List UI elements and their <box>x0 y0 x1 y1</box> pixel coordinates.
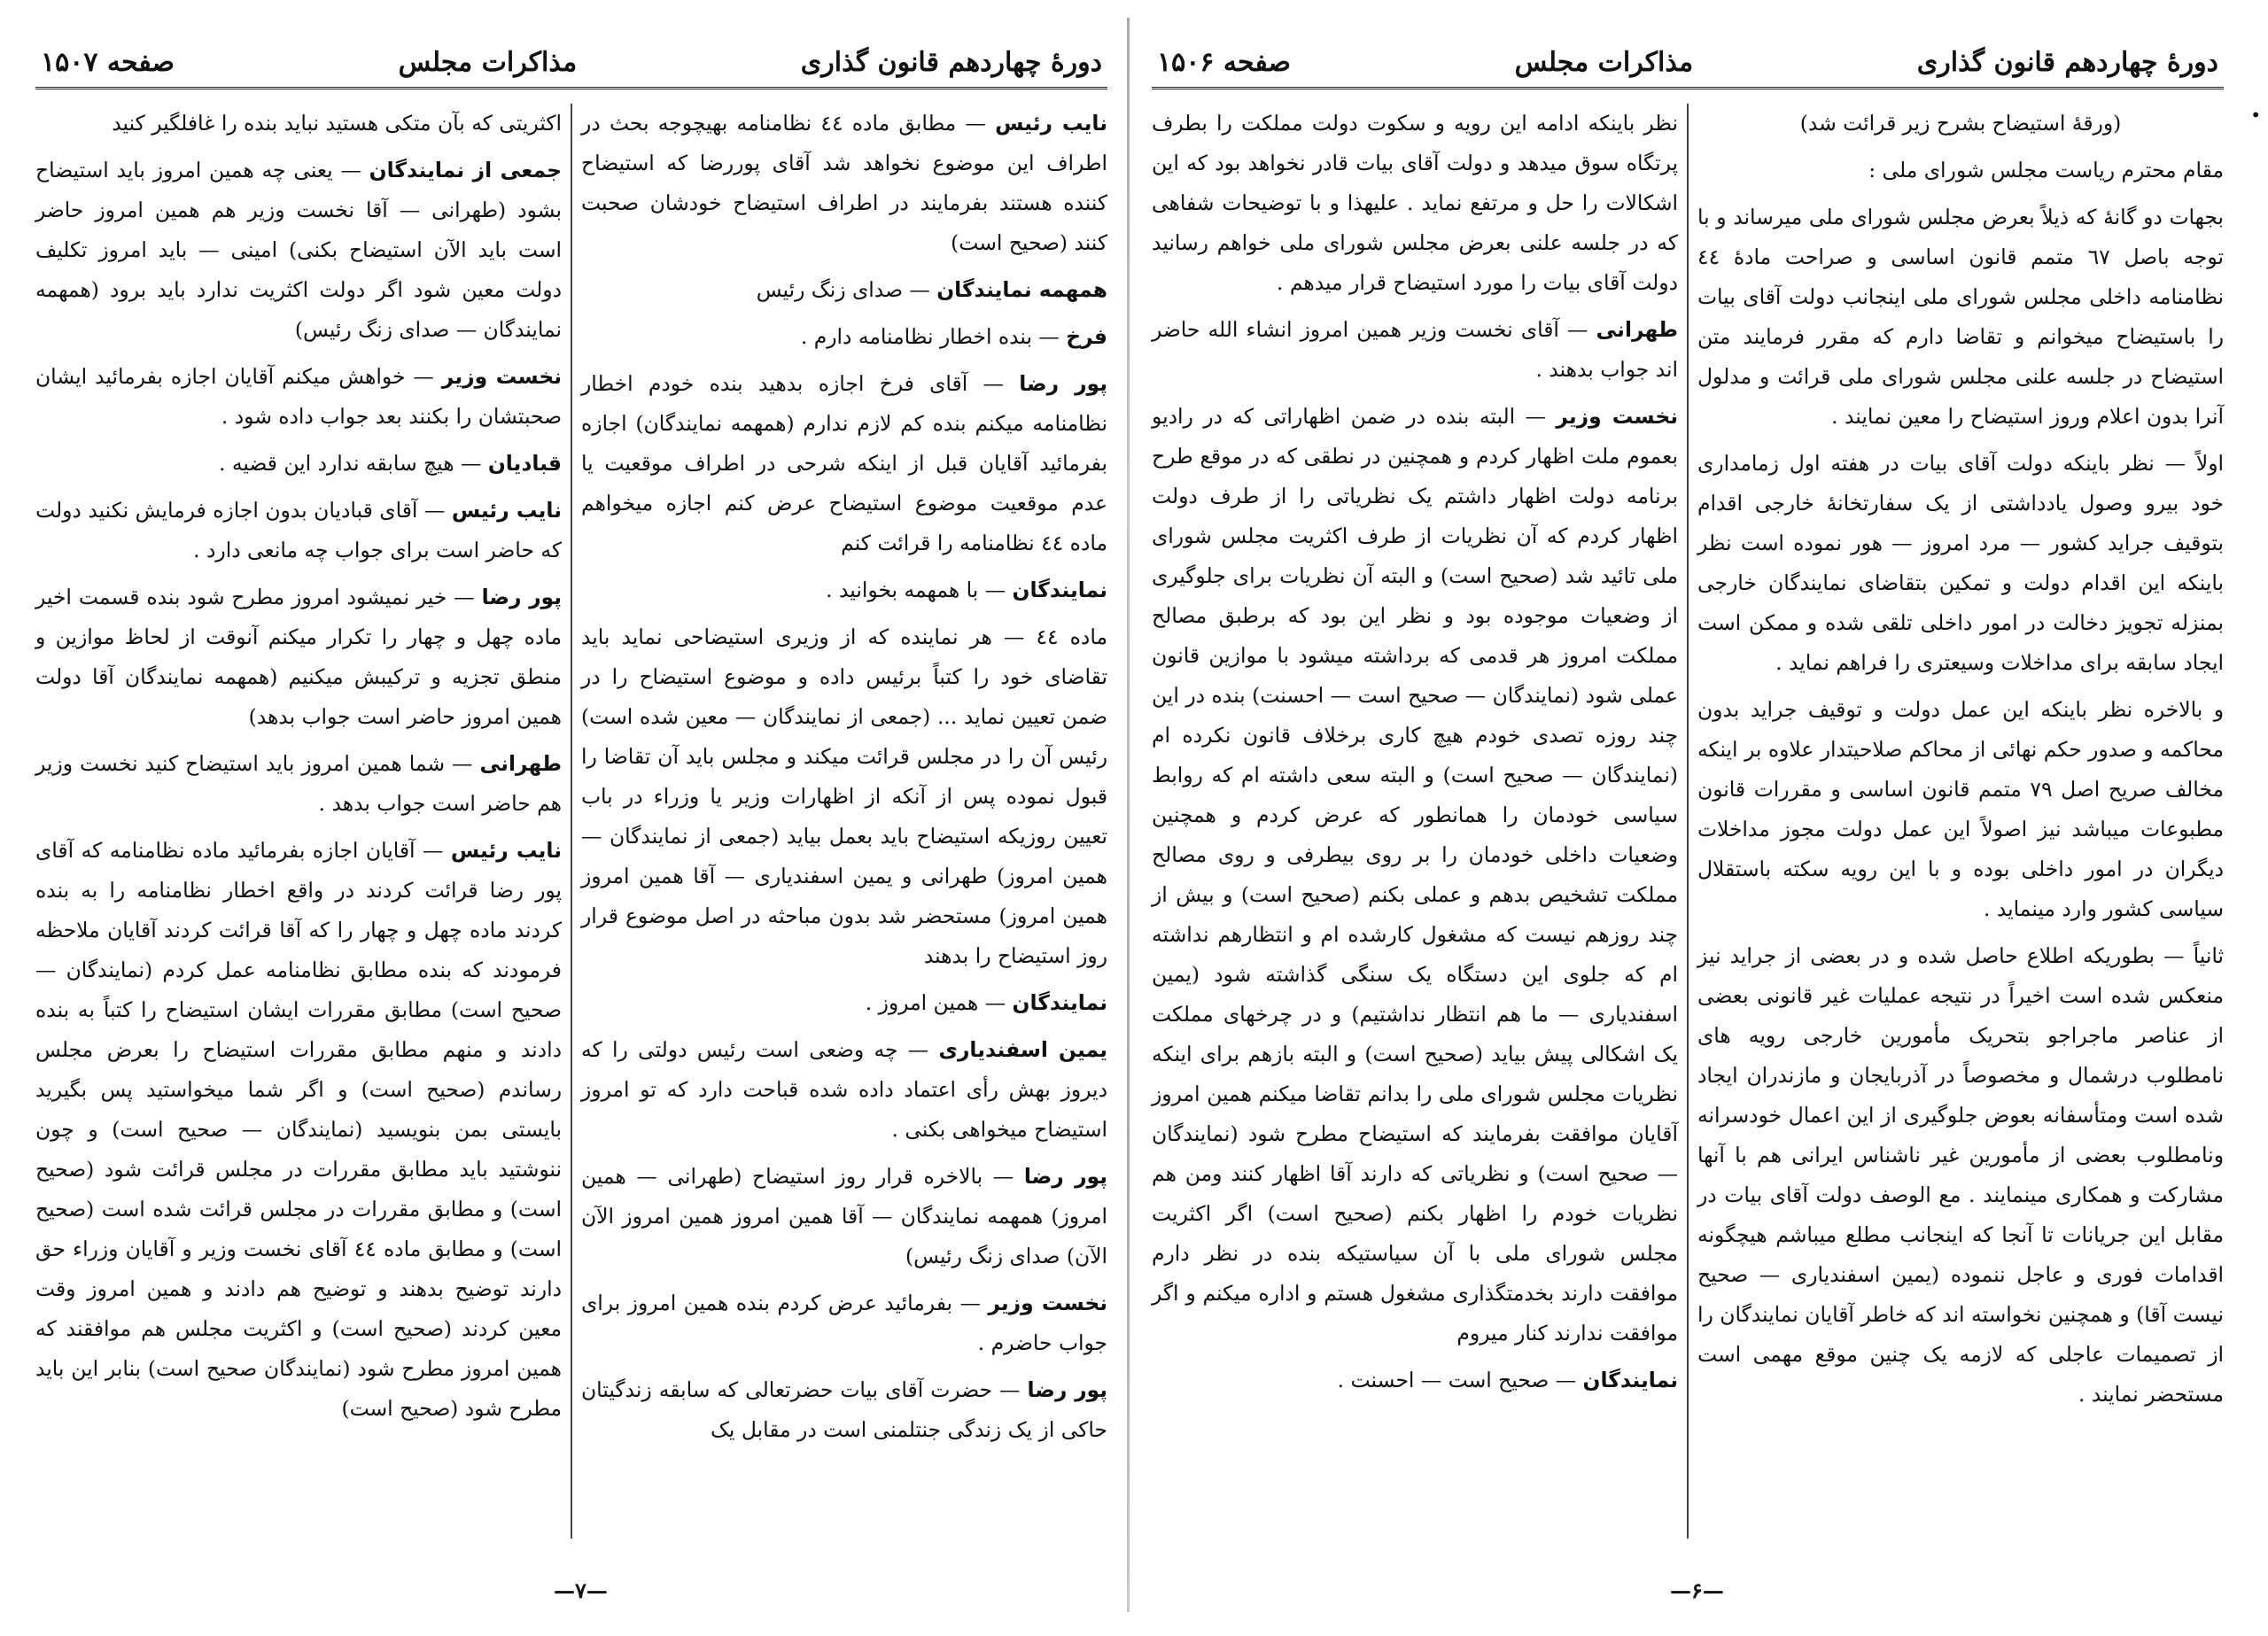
paragraph <box>581 317 1107 357</box>
paragraph-text: — هیچ سابقه ندارد این قضیه . <box>218 451 482 476</box>
paragraph <box>35 151 562 350</box>
paragraph-text: — آقای قبادیان بدون اجازه فرمایش نکنید دولت که حاضر است برای جواب چه مانعی دارد . <box>35 498 562 562</box>
paragraph <box>581 270 1107 310</box>
speaker-name: پور رضا <box>1027 1377 1107 1402</box>
speaker-name: نخست وزیر <box>988 1291 1108 1315</box>
paragraph-text: — آقای نخست وزیر همین امروز انشاء الله حاضر اند جواب بدهند . <box>1152 317 1678 382</box>
paragraph-text: — آقایان اجازه بفرمائید ماده نظامنامه که آقای پور رضا قرائت کردند در واقع اخطار نظامنامه را به بنده کردند ماده چهل و چهار را که آقا قرائت کردند آقایان ملاحظه فرمودند که بنده مطابق نظامنامه عمل کردم (نمایندگان — صحیح است) مطابق مقررات ایشان استیضاح را کتباً به بنده دادند و منهم مطابق مقررات استیضاح را بعرض مجلس رساندم (صحیح است) و اگر شما میخواستید پس بگیرید بایستی بمن بنویسید (نمایندگان — صحیح است) و چون ننوشتید باید مطابق مقررات در مجلس قرائت شود (صحیح است) و مطابق مقررات در مجلس قرائت شده است (صحیح است) و مطابق ماده ٤٤ آقای نخست وزیر و آقایان وزراء حق دارند توضیح بدهند و توضیح هم دادند و همین امروز وقت معین کردند (صحیح است) و اکثریت مجلس هم موافقند که همین امروز مطرح شود (نمایندگان صحیح است) بنابر این باید مطرح شود (صحیح است) <box>35 838 562 1421</box>
column-left <box>1152 104 1678 1556</box>
paragraph <box>581 1370 1107 1450</box>
speaker-name: جمعی از نمایندگان <box>369 158 562 182</box>
header-title: دورهٔ چهاردهم قانون گذاری <box>1916 47 2218 78</box>
edge-mark: • <box>2250 105 2261 126</box>
paragraph-text: — همین امروز . <box>865 990 1006 1015</box>
binding-gutter <box>1127 18 1130 1612</box>
page-number: —۷— <box>554 1578 608 1603</box>
speaker-name: طهرانی <box>479 751 563 776</box>
speaker-name: همهمه نمایندگان <box>936 277 1107 302</box>
paragraph <box>1697 936 2224 1415</box>
paragraph-text: — بالاخره قرار روز استیضاح (طهرانی — همین امروز) همهمه نمایندگان — آقا همین امروز همین امروز الآن الآن) صدای زنگ رئیس) <box>581 1164 1107 1268</box>
paragraph-text: — صدای زنگ رئیس <box>756 277 930 302</box>
column-divider <box>571 104 572 1539</box>
paragraph <box>35 104 562 143</box>
paragraph-text: — حضرت آقای بیات حضرتعالی که سابقه زندگیتان حاکی از یک زندگی جنتلمنی است در مقابل یک <box>581 1377 1107 1442</box>
paragraph <box>35 578 562 737</box>
speaker-name: نمایندگان <box>1582 1368 1678 1392</box>
paragraph <box>1152 104 1678 303</box>
paragraph <box>1152 1361 1678 1400</box>
paragraph-text: — با همهمه بخوانید . <box>826 578 1006 602</box>
speaker-name: نایب رئیس <box>995 111 1107 136</box>
column-right <box>1697 104 2224 1556</box>
page-header <box>1152 35 2224 89</box>
paragraph-text: و بالاخره نظر باینکه این عمل دولت و توقیف جراید بدون محاکمه و صدور حکم نهائی از محاکم صلاحیتدار علاوه بر اینکه مخالف صریح اصل ٧٩ متمم قانون اساسی و مقررات قانون مطبوعات میباشد نیز اصولاً این عمل دولت مجوز مداخلات دیگران در امور داخلی بوده و با این رویه سکته باستقلال سیاسی کشور وارد مینماید . <box>1697 697 2224 921</box>
paragraph-text: — مطابق ماده ٤٤ نظامنامه بهیچوجه بحث در اطراف این موضوع نخواهد شد آقای پوررضا که استیضاح کننده هستند بفرمایند در اطراف استیضاح خودشان صحبت کنند (صحیح است) <box>581 111 1107 255</box>
paragraph <box>35 491 562 570</box>
paragraph-text: — شما همین امروز باید استیضاح کنید نخست وزیر هم حاضر است جواب بدهد . <box>35 751 562 816</box>
paragraph-text: — خواهش میکنم آقایان اجازه بفرمائید ایشان صحبتشان را بکنند بعد جواب داده شود . <box>35 364 562 429</box>
paragraph-text: مقام محترم ریاست مجلس شورای ملی : <box>1868 158 2224 182</box>
column-left <box>35 104 562 1556</box>
header-section: مذاکرات مجلس <box>1514 47 1694 78</box>
speaker-name: طهرانی <box>1596 317 1679 342</box>
paragraph <box>1697 151 2224 190</box>
column-right <box>581 104 1107 1556</box>
paragraph <box>35 357 562 437</box>
paragraph <box>581 570 1107 610</box>
text-columns <box>35 104 1107 1556</box>
paragraph <box>581 617 1107 976</box>
paragraph <box>1697 444 2224 683</box>
paragraph <box>581 983 1107 1023</box>
text-columns <box>1152 104 2224 1556</box>
header-page-label: صفحه ۱۵۰۷ <box>41 47 175 78</box>
paragraph-text: — بنده اخطار نظامنامه دارم . <box>800 324 1060 349</box>
speaker-name: نخست وزیر <box>441 364 562 389</box>
paragraph <box>1697 198 2224 437</box>
column-divider <box>1687 104 1689 1539</box>
speaker-name: نایب رئیس <box>451 498 563 523</box>
speaker-name: فرخ <box>1066 324 1107 349</box>
header-section: مذاکرات مجلس <box>398 47 578 78</box>
paragraph-text: بجهات دو گانهٔ که ذیلاً بعرض مجلس شورای ملی میرساند و با توجه باصل ٦٧ متمم قانون اساسی و صراحت مادهٔ ٤٤ نظامنامه داخلی مجلس شورای ملی اینجانب دولت آقای بیات را باستیضاح میخوانم و تقاضا دارم که مقرر فرمایند متن استیضاح در جلسه علنی مجلس شورای ملی قرائت و مدلول آنرا بدون اعلام وروز استیضاح را معین نمایند . <box>1697 205 2224 429</box>
speaker-name: نخست وزیر <box>1556 404 1678 429</box>
paragraph <box>35 744 562 824</box>
paragraph-text: — صحیح است — احسنت . <box>1337 1368 1577 1392</box>
speaker-name: یمین اسفندیاری <box>938 1037 1107 1062</box>
paragraph <box>581 1157 1107 1276</box>
paragraph <box>35 444 562 484</box>
page-header <box>35 35 1107 89</box>
header-page-label: صفحه ۱۵۰۶ <box>1157 47 1292 78</box>
speaker-name: نایب رئیس <box>450 838 563 863</box>
paragraph <box>1697 690 2224 929</box>
speaker-name: پور رضا <box>1019 371 1107 396</box>
paragraph <box>581 104 1107 263</box>
paragraph-text: — چه وضعی است رئیس دولتی را که دیروز بهش رأی اعتماد داده شده قباحت دارد که تو امروز استیضاح میخواهی بکنی . <box>581 1037 1107 1142</box>
page-number: —۶— <box>1670 1578 1724 1603</box>
paragraph-text: اکثریتی که بآن متکی هستید نباید بنده را غافلگیر کنید <box>112 111 562 136</box>
paragraph <box>1152 310 1678 390</box>
paragraph-text: — خیر نمیشود امروز مطرح شود بنده قسمت اخیر ماده چهل و چهار را تکرار میکنم آنوقت از لحاظ موازین و منطق تجزیه و ترکیبش میکنیم (همهمه نمایندگان آقا دولت همین امروز حاضر است جواب بدهد) <box>35 585 562 729</box>
paragraph-text: اولاً — نظر باینکه دولت آقای بیات در هفته اول زمامداری خود بیرو وصول یادداشتی از یک سفارتخانهٔ خارجی اقدام بتوقیف جراید کشور — مرد امروز — هور نموده است نظر باینکه این اقدام دولت و تمکین بتقاضای نمایندگان خارجی بمنزله تجویز دخالت در امور داخلی تلقی شده و ممکن است ایجاد سابقه برای مداخلات وسیعتری را فراهم نماید . <box>1697 451 2224 675</box>
paragraph <box>1152 397 1678 1353</box>
header-title: دورهٔ چهاردهم قانون گذاری <box>800 47 1102 78</box>
paragraph <box>581 1030 1107 1150</box>
paragraph-text: — آقای فرخ اجازه بدهید بنده خودم اخطار نظامنامه میکنم بنده کم لازم ندارم (همهمه نمایندگان) اجازه بفرمائید آقایان قبل از اینکه شرحی در اطراف موقعیت یا عدم موقعیت موضوع استیضاح عرض کنم اجازه میخواهم ماده ٤٤ نظامنامه را قرائت کنم <box>581 371 1107 555</box>
paragraph-text: ثانیاً — بطوریکه اطلاع حاصل شده و در بعضی از جراید نیز منعکس شده است اخیراً در نتیجه عملیات غیر قانونی بعضی از عناصر ماجراجو بتحریک مأمورین خارجی رویه های نامطلوب درشمال و مخصوصاً در آذربایجان و مازندران ایجاد شده است ومتأسفانه بعوض جلوگیری از این اعمال خودسرانه ونامطلوب بعضی از مأمورین غیر ناشناس ایرانی هم با آنها مشارکت و همکاری مینمایند . مع الوصف دولت آقای بیات در مقابل این جریانات تا آنجا که اینجانب مطلع میباشم هیچگونه اقدامات فوری و عاجل ننموده (یمین اسفندیاری — صحیح نیست آقا) و همچنین نخواسته اند که خاطر آقایان نمایندگان را از تصمیمات عاجلی که لازمه یک چنین موقع مهمی است مستحضر نمایند . <box>1697 943 2224 1407</box>
speaker-name: پور رضا <box>481 585 562 609</box>
paragraph-text: ماده ٤٤ — هر نماینده که از وزیری استیضاحی نماید باید تقاضای خود را کتباً برئیس داده و موضوع استیضاح را در ضمن تعیین نماید ... (جمعی از نمایندگان — معین شده است) رئیس آن را در مجلس قرائت میکند و مجلس باید آن تقاضا را قبول نموده پس از آنکه از اظهارات وزیر یا وزراء در باب تعیین روزیکه استیضاح باید بعمل بیاید (جمعی از نمایندگان — همین امروز) طهرانی و یمین اسفندیاری — آقا همین امروز همین امروز) مستحضر شد بدون مباحثه در اصل موضوع قرار روز استیضاح را بدهند <box>581 624 1107 968</box>
paragraph <box>35 831 562 1429</box>
speaker-name: قبادیان <box>487 451 562 476</box>
page-right <box>1152 35 2224 1603</box>
page-left <box>35 35 1107 1603</box>
paragraph <box>1697 104 2224 143</box>
paragraph-text: — البته بنده در ضمن اظهاراتی که در رادیو بعموم ملت اظهار کردم و همچنین در نطقی که در موقع طرح برنامه دولت اظهار داشتم یک نظریاتی را از طرف دولت اظهار کردم که آن نظریات از طرف اکثریت مجلس شورای ملی تائید شد (صحیح است) و البته آن نظریات برای جلوگیری از وضعیات موجوده بود و نظر این بود که برطبق مصالح مملکت امروز هر قدمی که برداشته میشود با موازین قانون عملی شود (نمایندگان — صحیح است — احسنت) بنده در این چند روزه تصدی خودم هیچ کاری برخلاف قانون نکرده ام (نمایندگان — صحیح است) و البته سعی داشته ام که روابط سیاسی خودمان را همانطور که عرض کردم و همچنین وضعیات داخلی خودمان را بر روی بیطرفی و روی مصالح مملکت تشخیص بدهم و عملی بکنم (صحیح است) و بیش از چند روزهم نیست که مشغول کارشده ام و انتظارهم نداشته ام که جلوی این دستگاه یک سنگی گذاشته شود (یمین اسفندیاری — ما هم انتظار نداشتیم) و در چرخهای مملکت یک اشکالی پیش بیاید (صحیح است) و البته بازهم برای اینکه نظریات مجلس شورای ملی را بدانم تقاضا میکنم همین امروز آقایان موافقت بفرمایند که استیضاح مطرح شود (نمایندگان — صحیح است) و نظریاتی که دارند آقا اظهار کنند ومن هم نظریات خودم را اظهار بکنم (صحیح است) اگر اکثریت مجلس شورای ملی با آن سیاستیکه بنده در نظر دارم موافقت دارند بخدمتگذاری مشغول هستم و اداره میکنم و اگر موافقت ندارند کنار میروم <box>1152 404 1678 1345</box>
paragraph-text: — بفرمائید عرض کردم بنده همین امروز برای جواب حاضرم . <box>581 1291 1107 1355</box>
speaker-name: نمایندگان <box>1012 578 1107 602</box>
paragraph-text: — یعنی چه همین امروز باید استیضاح بشود (طهرانی — آقا نخست وزیر هم همین امروز حاضر است باید الآن استیضاح بکنی) امینی — باید امروز تکلیف دولت معین شود اگر دولت اکثریت ندارد باید برود (همهمه نمایندگان — صدای زنگ رئیس) <box>35 158 562 342</box>
paragraph <box>581 364 1107 563</box>
paragraph-text: (ورقهٔ استیضاح بشرح زیر قرائت شد) <box>1799 111 2122 136</box>
paragraph <box>581 1283 1107 1363</box>
speaker-name: نمایندگان <box>1012 990 1107 1015</box>
paragraph-text: نظر باینکه ادامه این رویه و سکوت دولت مملکت را بطرف پرتگاه سوق میدهد و دولت آقای بیات قادر نخواهد بود که این اشکالات را حل و مرتفع نماید . علیهذا و با توضیحات شفاهی که در جلسه علنی بعرض مجلس شورای ملی خواهم رسانید دولت آقای بیات را مورد استیضاح قرار میدهم . <box>1152 111 1678 295</box>
speaker-name: پور رضا <box>1023 1164 1107 1189</box>
